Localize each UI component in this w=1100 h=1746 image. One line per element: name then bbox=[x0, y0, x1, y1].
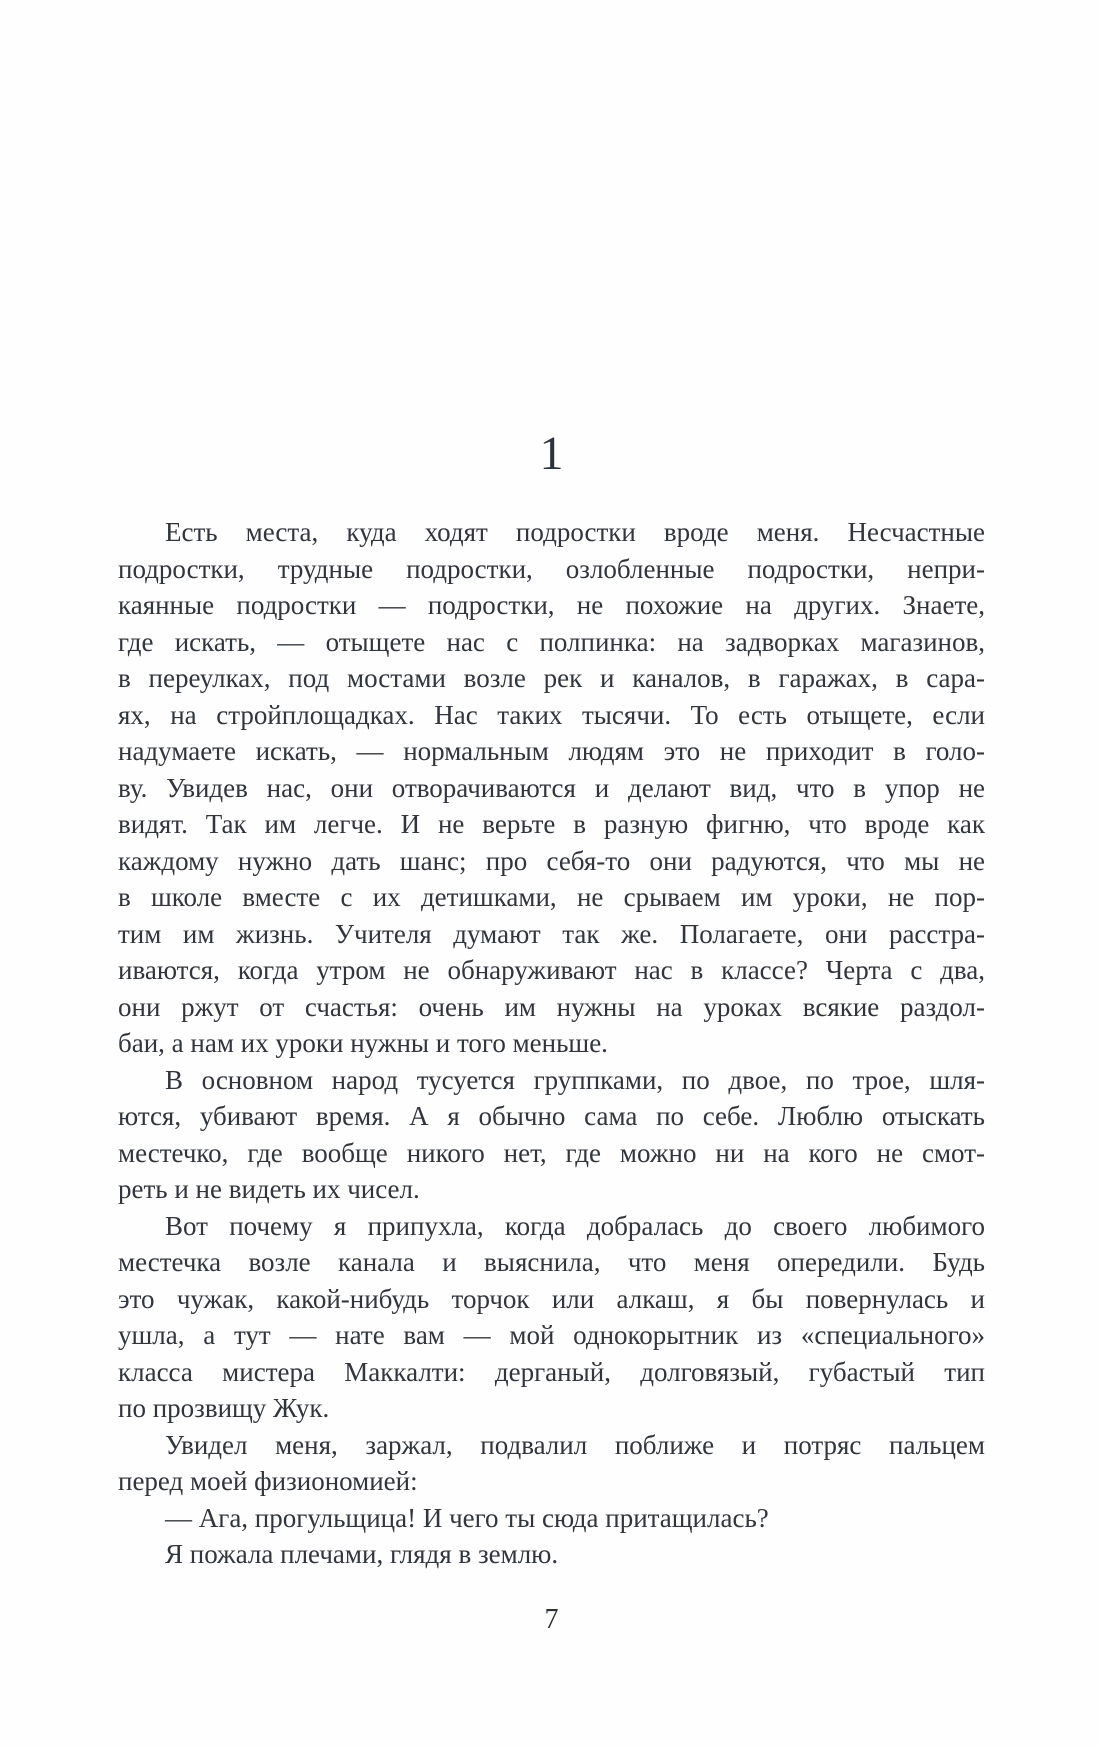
page-number: 7 bbox=[544, 1603, 559, 1635]
text-line: видят. Так им легче. И не верьте в разную фигню, что вроде как bbox=[118, 809, 985, 839]
text-line: Я пожала плечами, глядя в землю. bbox=[165, 1539, 559, 1569]
paragraph bbox=[118, 1208, 985, 1427]
text-line: подростки, трудные подростки, озлобленные подростки, непри- bbox=[118, 553, 985, 584]
paragraph bbox=[118, 1427, 985, 1500]
text-line: Увидел меня, заржал, подвалил поближе и потряс пальцем bbox=[165, 1429, 985, 1460]
text-line: каждому нужно дать шанс; про себя-то они радуются, что мы не bbox=[118, 845, 985, 876]
text-line: тим им жизнь. Учителя думают так же. Полагаете, они расстра- bbox=[118, 918, 985, 949]
page-content bbox=[118, 0, 985, 1637]
text-line: это чужак, какой-нибудь торчок или алкаш, я бы повернулась и bbox=[118, 1283, 985, 1314]
paragraph bbox=[118, 1536, 985, 1573]
text-line: Вот почему я припухла, когда добралась до своего любимого bbox=[165, 1210, 985, 1241]
text-block bbox=[118, 514, 985, 1573]
text-line: местечко, где вообще никого нет, где можно ни на кого не смот- bbox=[118, 1137, 985, 1168]
paragraph bbox=[118, 514, 985, 1062]
text-line: местечка возле канала и выяснила, что меня опередили. Будь bbox=[118, 1247, 985, 1277]
text-line: в школе вместе с их детишками, не срываем им уроки, не пор- bbox=[118, 882, 985, 912]
text-line: ях, на стройплощадках. Нас таких тысячи. То есть отыщете, если bbox=[118, 699, 985, 730]
text-line: класса мистера Маккалти: дерганый, долговязый, губастый тип bbox=[118, 1356, 985, 1387]
text-line: каянные подростки — подростки, не похожие на других. Знаете, bbox=[118, 590, 985, 620]
chapter-heading: 1 bbox=[539, 427, 564, 480]
text-line: — Ага, прогульщица! И чего ты сюда притащилась? bbox=[165, 1502, 769, 1533]
text-line: ются, убивают время. А я обычно сама по себе. Люблю отыскать bbox=[118, 1101, 985, 1131]
text-line: иваются, когда утром не обнаруживают нас в классе? Черта с два, bbox=[118, 955, 985, 985]
text-line: перед моей физиономией: bbox=[118, 1466, 418, 1496]
text-line: где искать, — отыщете нас с полпинка: на задворках магазинов, bbox=[118, 626, 985, 657]
text-line: ву. Увидев нас, они отворачиваются и делают вид, что в упор не bbox=[118, 772, 985, 803]
text-line: ушла, а тут — нате вам — мой однокорытник из «специального» bbox=[118, 1320, 985, 1350]
text-line: в переулках, под мостами возле рек и каналов, в гаражах, в сара- bbox=[118, 663, 985, 693]
paragraph bbox=[118, 1062, 985, 1208]
paragraph bbox=[118, 1500, 985, 1537]
text-line: Есть места, куда ходят подростки вроде меня. Несчастные bbox=[165, 517, 985, 547]
text-line: баи, а нам их уроки нужны и того меньше. bbox=[118, 1028, 608, 1058]
text-line: надумаете искать, — нормальным людям это не приходит в голо- bbox=[118, 736, 985, 766]
text-line: В основном народ тусуется группками, по двое, по трое, шля- bbox=[165, 1064, 985, 1095]
text-line: реть и не видеть их чисел. bbox=[118, 1174, 420, 1204]
text-line: по прозвищу Жук. bbox=[118, 1393, 330, 1423]
text-line: они ржут от счастья: очень им нужны на уроках всякие раздол- bbox=[118, 991, 985, 1022]
